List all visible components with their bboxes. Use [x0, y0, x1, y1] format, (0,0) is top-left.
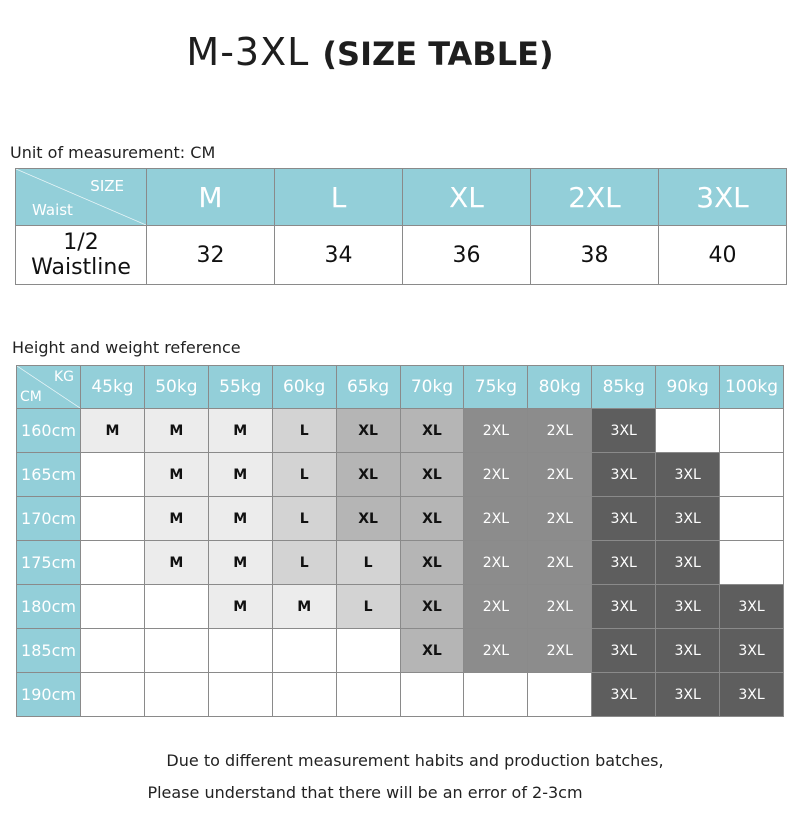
- size-cell: [528, 673, 592, 717]
- size-cell: XL: [400, 497, 464, 541]
- weight-header-cell: 50kg: [144, 366, 208, 409]
- size-cell: XL: [400, 541, 464, 585]
- size-cell: XL: [336, 453, 400, 497]
- size-cell: [81, 497, 145, 541]
- weight-header-cell: 100kg: [720, 366, 784, 409]
- size-cell: 2XL: [528, 629, 592, 673]
- size-cell: M: [208, 453, 272, 497]
- size-cell: [144, 629, 208, 673]
- weight-header-cell: 60kg: [272, 366, 336, 409]
- height-label: 170cm: [17, 497, 81, 541]
- size-cell: [81, 541, 145, 585]
- waistline-value: 34: [275, 226, 403, 285]
- size-cell: 2XL: [464, 497, 528, 541]
- size-cell: L: [272, 409, 336, 453]
- height-row: [17, 585, 784, 629]
- size-cell: XL: [400, 629, 464, 673]
- weight-header-row: [17, 366, 784, 409]
- height-row: [17, 453, 784, 497]
- size-header-cell: 2XL: [531, 169, 659, 226]
- size-cell: XL: [400, 453, 464, 497]
- height-row: [17, 409, 784, 453]
- size-cell: [81, 453, 145, 497]
- size-cell: XL: [336, 409, 400, 453]
- weight-header-cell: 85kg: [592, 366, 656, 409]
- size-cell: L: [336, 541, 400, 585]
- size-cell: 3XL: [592, 541, 656, 585]
- size-cell: [400, 673, 464, 717]
- size-cell: 3XL: [656, 629, 720, 673]
- size-cell: XL: [400, 585, 464, 629]
- size-header-cell: L: [275, 169, 403, 226]
- height-row: [17, 497, 784, 541]
- weight-header-cell: 80kg: [528, 366, 592, 409]
- size-cell: 3XL: [656, 497, 720, 541]
- size-header-row: [16, 169, 787, 226]
- size-header-cell: 3XL: [659, 169, 787, 226]
- size-cell: [208, 673, 272, 717]
- page-title: [0, 30, 740, 74]
- size-cell: 2XL: [464, 453, 528, 497]
- corner-kg-label: KG: [53, 369, 74, 385]
- size-cell: 3XL: [592, 409, 656, 453]
- size-cell: 3XL: [720, 629, 784, 673]
- size-cell: 2XL: [528, 585, 592, 629]
- reference-label: Height and weight reference: [12, 338, 241, 357]
- weight-header-cell: 90kg: [656, 366, 720, 409]
- weight-header-cell: 45kg: [81, 366, 145, 409]
- size-cell: M: [144, 453, 208, 497]
- reference-corner-cell: [17, 366, 81, 409]
- size-cell: 3XL: [592, 453, 656, 497]
- size-cell: 3XL: [720, 585, 784, 629]
- size-cell: [336, 629, 400, 673]
- corner-size-label: SIZE: [90, 177, 124, 195]
- size-cell: [720, 453, 784, 497]
- size-cell: L: [272, 541, 336, 585]
- height-label: 190cm: [17, 673, 81, 717]
- title-main: M-3XL: [186, 30, 310, 74]
- size-cell: 3XL: [720, 673, 784, 717]
- weight-header-cell: 65kg: [336, 366, 400, 409]
- weight-header-cell: 75kg: [464, 366, 528, 409]
- corner-waist-label: Waist: [32, 201, 73, 219]
- waistline-value: 40: [659, 226, 787, 285]
- size-cell: M: [272, 585, 336, 629]
- size-cell: 3XL: [656, 541, 720, 585]
- size-cell: 3XL: [592, 629, 656, 673]
- waistline-value: 36: [403, 226, 531, 285]
- size-cell: M: [81, 409, 145, 453]
- unit-label: Unit of measurement: CM: [10, 143, 216, 162]
- size-cell: 3XL: [592, 585, 656, 629]
- height-row: [17, 541, 784, 585]
- waistline-label: 1/2 Waistline: [16, 226, 147, 285]
- size-cell: 3XL: [592, 673, 656, 717]
- size-cell: 3XL: [656, 585, 720, 629]
- size-header-cell: M: [147, 169, 275, 226]
- size-cell: [208, 629, 272, 673]
- size-cell: [656, 409, 720, 453]
- size-cell: XL: [336, 497, 400, 541]
- note-line-1: Due to different measurement habits and production batches,: [166, 751, 664, 770]
- size-cell: M: [144, 497, 208, 541]
- waistline-row: [16, 226, 787, 285]
- size-cell: L: [272, 453, 336, 497]
- size-cell: [336, 673, 400, 717]
- size-corner-cell: [16, 169, 147, 226]
- size-cell: [720, 541, 784, 585]
- size-table: [15, 168, 787, 285]
- size-cell: [144, 585, 208, 629]
- size-cell: [720, 409, 784, 453]
- size-cell: [272, 673, 336, 717]
- size-cell: [81, 629, 145, 673]
- height-label: 175cm: [17, 541, 81, 585]
- size-cell: M: [208, 541, 272, 585]
- size-cell: M: [208, 585, 272, 629]
- size-cell: [272, 629, 336, 673]
- size-cell: M: [144, 541, 208, 585]
- size-cell: [464, 673, 528, 717]
- size-cell: 2XL: [464, 629, 528, 673]
- size-cell: [81, 673, 145, 717]
- height-label: 180cm: [17, 585, 81, 629]
- size-cell: 2XL: [464, 585, 528, 629]
- size-cell: L: [336, 585, 400, 629]
- height-label: 185cm: [17, 629, 81, 673]
- size-cell: M: [144, 409, 208, 453]
- corner-cm-label: CM: [20, 389, 42, 405]
- size-cell: 2XL: [464, 541, 528, 585]
- size-cell: L: [272, 497, 336, 541]
- size-cell: M: [208, 497, 272, 541]
- size-cell: 2XL: [464, 409, 528, 453]
- height-label: 160cm: [17, 409, 81, 453]
- size-cell: 3XL: [656, 673, 720, 717]
- size-cell: 3XL: [656, 453, 720, 497]
- size-cell: [720, 497, 784, 541]
- height-label: 165cm: [17, 453, 81, 497]
- reference-table: [16, 365, 784, 717]
- waistline-value: 38: [531, 226, 659, 285]
- size-cell: [81, 585, 145, 629]
- size-header-cell: XL: [403, 169, 531, 226]
- weight-header-cell: 55kg: [208, 366, 272, 409]
- size-cell: XL: [400, 409, 464, 453]
- size-cell: 2XL: [528, 409, 592, 453]
- size-cell: 2XL: [528, 453, 592, 497]
- size-cell: 3XL: [592, 497, 656, 541]
- waistline-value: 32: [147, 226, 275, 285]
- size-cell: 2XL: [528, 541, 592, 585]
- note-line-2: Please understand that there will be an error of 2-3cm: [147, 783, 583, 802]
- size-cell: [144, 673, 208, 717]
- size-cell: M: [208, 409, 272, 453]
- size-cell: 2XL: [528, 497, 592, 541]
- weight-header-cell: 70kg: [400, 366, 464, 409]
- height-row: [17, 673, 784, 717]
- title-paren: (SIZE TABLE): [322, 35, 554, 73]
- height-row: [17, 629, 784, 673]
